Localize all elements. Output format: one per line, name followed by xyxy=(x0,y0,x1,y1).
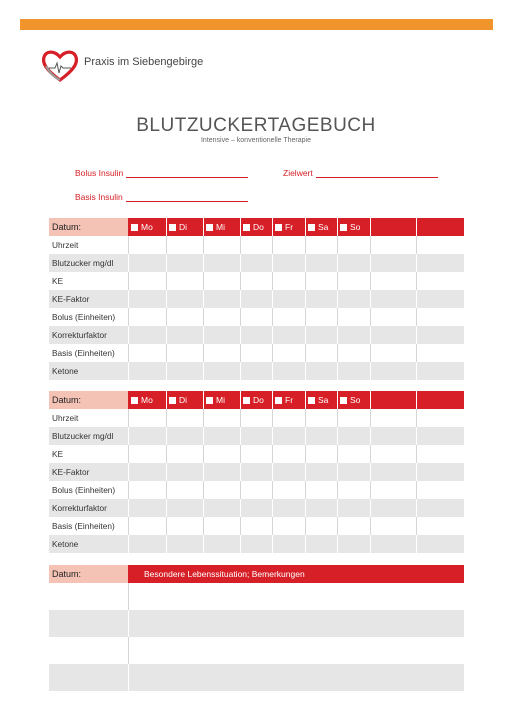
cell-divider xyxy=(305,481,306,499)
cell-divider xyxy=(203,481,204,499)
checkbox-square-icon[interactable] xyxy=(131,224,138,231)
cell-divider xyxy=(416,481,417,499)
cell-divider xyxy=(370,272,371,290)
table-row xyxy=(49,272,464,290)
notes-row[interactable] xyxy=(49,637,464,664)
cell-divider xyxy=(416,362,417,380)
cell-divider xyxy=(272,362,273,380)
day-checkbox-fr[interactable] xyxy=(272,391,293,409)
notes-heading: Besondere Lebenssituation; Bemerkungen xyxy=(128,565,464,583)
cell-divider xyxy=(416,236,417,254)
table-row xyxy=(49,326,464,344)
day-checkbox-do[interactable] xyxy=(240,218,264,236)
row-label: KE xyxy=(52,449,64,459)
day-label: Fr xyxy=(285,222,294,232)
header-divider xyxy=(416,391,417,409)
cell-divider xyxy=(305,272,306,290)
cell-divider xyxy=(370,409,371,427)
cell-divider xyxy=(240,499,241,517)
cell-divider xyxy=(128,254,129,272)
cell-divider xyxy=(128,535,129,553)
cell-divider xyxy=(240,362,241,380)
cell-divider xyxy=(203,362,204,380)
cell-divider xyxy=(272,326,273,344)
checkbox-square-icon[interactable] xyxy=(308,224,315,231)
cell-divider xyxy=(416,290,417,308)
day-checkbox-mi[interactable] xyxy=(203,218,225,236)
cell-divider xyxy=(370,308,371,326)
cell-divider xyxy=(370,254,371,272)
day-checkbox-mi[interactable] xyxy=(203,391,225,409)
table-row xyxy=(49,535,464,553)
cell-divider xyxy=(337,409,338,427)
day-label: Mo xyxy=(141,395,153,405)
basis-insulin-field[interactable] xyxy=(75,192,248,202)
cell-divider xyxy=(128,290,129,308)
table-header xyxy=(49,218,464,236)
notes-table xyxy=(49,565,464,691)
header-divider xyxy=(370,391,371,409)
header-divider xyxy=(370,218,371,236)
cell-divider xyxy=(337,445,338,463)
cell-divider xyxy=(416,409,417,427)
checkbox-square-icon[interactable] xyxy=(243,224,250,231)
checkbox-square-icon[interactable] xyxy=(169,224,176,231)
row-label: Bolus (Einheiten) xyxy=(52,312,116,322)
cell-divider xyxy=(166,535,167,553)
cell-divider xyxy=(305,362,306,380)
cell-divider xyxy=(166,362,167,380)
cell-divider xyxy=(305,308,306,326)
glucose-table-week-1 xyxy=(49,218,464,380)
cell-divider xyxy=(240,272,241,290)
day-label: Fr xyxy=(285,395,294,405)
cell-divider xyxy=(370,362,371,380)
header-divider xyxy=(305,218,306,236)
cell-divider xyxy=(128,427,129,445)
cell-divider xyxy=(337,344,338,362)
practice-name: Praxis im Siebengebirge xyxy=(84,56,204,68)
cell-divider xyxy=(370,326,371,344)
row-label: Basis (Einheiten) xyxy=(52,521,115,531)
cell-divider xyxy=(370,290,371,308)
table-row xyxy=(49,463,464,481)
row-label: KE-Faktor xyxy=(52,467,90,477)
cell-divider xyxy=(240,535,241,553)
cell-divider xyxy=(272,481,273,499)
cell-divider xyxy=(128,499,129,517)
cell-divider xyxy=(166,236,167,254)
header-divider xyxy=(166,218,167,236)
cell-divider xyxy=(128,481,129,499)
cell-divider xyxy=(128,344,129,362)
day-checkbox-so[interactable] xyxy=(337,218,360,236)
cell-divider xyxy=(305,409,306,427)
checkbox-square-icon[interactable] xyxy=(206,397,213,404)
header-divider xyxy=(240,218,241,236)
table-row xyxy=(49,481,464,499)
cell-divider xyxy=(128,409,129,427)
day-checkbox-fr[interactable] xyxy=(272,218,293,236)
cell-divider xyxy=(337,308,338,326)
cell-divider xyxy=(337,463,338,481)
cell-divider xyxy=(272,445,273,463)
zielwert-label: Zielwert xyxy=(283,168,313,178)
cell-divider xyxy=(416,535,417,553)
day-checkbox-sa[interactable] xyxy=(305,391,328,409)
cell-divider xyxy=(240,254,241,272)
cell-divider xyxy=(203,517,204,535)
header-divider xyxy=(337,391,338,409)
cell-divider xyxy=(203,290,204,308)
cell-divider xyxy=(128,272,129,290)
cell-divider xyxy=(370,535,371,553)
header-divider xyxy=(272,391,273,409)
cell-divider xyxy=(166,272,167,290)
notes-row[interactable] xyxy=(49,583,464,610)
cell-divider xyxy=(337,326,338,344)
cell-divider xyxy=(166,409,167,427)
glucose-table-week-2 xyxy=(49,391,464,553)
cell-divider xyxy=(240,463,241,481)
cell-divider xyxy=(166,517,167,535)
table-row xyxy=(49,517,464,535)
cell-divider xyxy=(272,499,273,517)
row-label: Blutzucker mg/dl xyxy=(52,431,114,441)
checkbox-square-icon[interactable] xyxy=(169,397,176,404)
day-checkbox-do[interactable] xyxy=(240,391,264,409)
day-checkbox-so[interactable] xyxy=(337,391,360,409)
table-header xyxy=(49,391,464,409)
cell-divider xyxy=(337,272,338,290)
cell-divider xyxy=(305,499,306,517)
cell-divider xyxy=(416,272,417,290)
cell-divider xyxy=(203,499,204,517)
header-divider xyxy=(416,218,417,236)
cell-divider xyxy=(128,362,129,380)
cell-divider xyxy=(128,308,129,326)
cell-divider xyxy=(128,463,129,481)
cell-divider xyxy=(305,344,306,362)
cell-divider xyxy=(416,445,417,463)
cell-divider xyxy=(166,427,167,445)
cell-divider xyxy=(370,344,371,362)
cell-divider xyxy=(203,254,204,272)
day-label: So xyxy=(350,222,361,232)
cell-divider xyxy=(272,308,273,326)
cell-divider xyxy=(240,290,241,308)
header-divider xyxy=(272,218,273,236)
day-label: Sa xyxy=(318,222,329,232)
cell-divider xyxy=(272,427,273,445)
cell-divider xyxy=(240,236,241,254)
day-label: Do xyxy=(253,395,264,405)
row-label: Korrekturfaktor xyxy=(52,503,107,513)
header-divider xyxy=(203,218,204,236)
day-label: Di xyxy=(179,222,188,232)
cell-divider xyxy=(337,362,338,380)
cell-divider xyxy=(305,535,306,553)
table-row xyxy=(49,362,464,380)
checkbox-square-icon[interactable] xyxy=(275,224,282,231)
day-checkbox-mo[interactable] xyxy=(128,391,153,409)
row-label: Bolus (Einheiten) xyxy=(52,485,116,495)
day-checkbox-di[interactable] xyxy=(166,391,187,409)
row-label: Korrekturfaktor xyxy=(52,330,107,340)
table-row xyxy=(49,445,464,463)
cell-divider xyxy=(128,445,129,463)
cell-divider xyxy=(305,427,306,445)
checkbox-square-icon[interactable] xyxy=(131,397,138,404)
cell-divider xyxy=(203,344,204,362)
cell-divider xyxy=(337,236,338,254)
day-checkbox-di[interactable] xyxy=(166,218,187,236)
day-label: Do xyxy=(253,222,264,232)
cell-divider xyxy=(337,254,338,272)
cell-divider xyxy=(272,409,273,427)
day-checkbox-sa[interactable] xyxy=(305,218,328,236)
cell-divider xyxy=(203,535,204,553)
cell-divider xyxy=(272,272,273,290)
cell-divider xyxy=(337,535,338,553)
day-label: Sa xyxy=(318,395,329,405)
checkbox-square-icon[interactable] xyxy=(275,397,282,404)
cell-divider xyxy=(272,236,273,254)
day-label: Mi xyxy=(216,395,225,405)
day-label: Mi xyxy=(216,222,225,232)
cell-divider xyxy=(416,499,417,517)
basis-insulin-line[interactable] xyxy=(126,192,248,202)
cell-divider xyxy=(416,427,417,445)
day-label: Di xyxy=(179,395,188,405)
cell-divider xyxy=(370,499,371,517)
cell-divider xyxy=(272,463,273,481)
cell-divider xyxy=(240,326,241,344)
table-row xyxy=(49,308,464,326)
notes-row[interactable] xyxy=(49,664,464,691)
basis-insulin-label: Basis Insulin xyxy=(75,192,123,202)
cell-divider xyxy=(272,517,273,535)
zielwert-field[interactable] xyxy=(283,168,438,178)
cell-divider xyxy=(166,481,167,499)
cell-divider xyxy=(305,254,306,272)
cell-divider xyxy=(337,427,338,445)
cell-divider xyxy=(416,254,417,272)
header-divider xyxy=(337,218,338,236)
cell-divider xyxy=(203,308,204,326)
bolus-insulin-line[interactable] xyxy=(126,168,248,178)
notes-row[interactable] xyxy=(49,610,464,637)
bolus-insulin-field[interactable] xyxy=(75,168,248,178)
table-row xyxy=(49,344,464,362)
checkbox-square-icon[interactable] xyxy=(206,224,213,231)
row-label: Uhrzeit xyxy=(52,240,79,250)
row-label: KE-Faktor xyxy=(52,294,90,304)
page-subtitle: Intensive – konventionelle Therapie xyxy=(200,137,311,144)
datum-label[interactable]: Datum: xyxy=(49,391,128,409)
day-label: So xyxy=(350,395,361,405)
row-label: KE xyxy=(52,276,64,286)
cell-divider xyxy=(305,445,306,463)
row-label: Ketone xyxy=(52,539,79,549)
cell-divider xyxy=(416,517,417,535)
cell-divider xyxy=(305,290,306,308)
header-divider xyxy=(240,391,241,409)
row-label: Basis (Einheiten) xyxy=(52,348,115,358)
header-divider xyxy=(166,391,167,409)
cell-divider xyxy=(166,290,167,308)
cell-divider xyxy=(370,481,371,499)
table-row xyxy=(49,236,464,254)
cell-divider xyxy=(203,427,204,445)
table-row xyxy=(49,409,464,427)
top-accent-bar xyxy=(20,19,493,30)
cell-divider xyxy=(416,344,417,362)
page-title: BLUTZUCKERTAGEBUCH xyxy=(136,115,376,136)
cell-divider xyxy=(203,463,204,481)
cell-divider xyxy=(166,463,167,481)
cell-divider xyxy=(240,308,241,326)
checkbox-square-icon[interactable] xyxy=(243,397,250,404)
day-label: Mo xyxy=(141,222,153,232)
cell-divider xyxy=(416,326,417,344)
cell-divider xyxy=(272,290,273,308)
header-divider xyxy=(305,391,306,409)
cell-divider xyxy=(128,517,129,535)
cell-divider xyxy=(370,445,371,463)
checkbox-square-icon[interactable] xyxy=(340,224,347,231)
notes-header xyxy=(49,565,464,583)
row-label: Uhrzeit xyxy=(52,413,79,423)
cell-divider xyxy=(370,236,371,254)
cell-divider xyxy=(203,409,204,427)
table-row xyxy=(49,499,464,517)
cell-divider xyxy=(203,445,204,463)
cell-divider xyxy=(166,344,167,362)
zielwert-line[interactable] xyxy=(316,168,438,178)
cell-divider xyxy=(370,427,371,445)
cell-divider xyxy=(240,481,241,499)
header-divider xyxy=(203,391,204,409)
cell-divider xyxy=(305,326,306,344)
bolus-insulin-label: Bolus Insulin xyxy=(75,168,124,178)
cell-divider xyxy=(272,344,273,362)
cell-divider xyxy=(240,427,241,445)
cell-divider xyxy=(337,517,338,535)
cell-divider xyxy=(272,254,273,272)
cell-divider xyxy=(416,463,417,481)
cell-divider xyxy=(203,326,204,344)
cell-divider xyxy=(203,272,204,290)
cell-divider xyxy=(128,326,129,344)
cell-divider xyxy=(337,499,338,517)
checkbox-square-icon[interactable] xyxy=(308,397,315,404)
cell-divider xyxy=(337,290,338,308)
cell-divider xyxy=(305,236,306,254)
cell-divider xyxy=(272,535,273,553)
checkbox-square-icon[interactable] xyxy=(340,397,347,404)
cell-divider xyxy=(240,409,241,427)
table-row xyxy=(49,254,464,272)
table-row xyxy=(49,427,464,445)
notes-datum-label[interactable]: Datum: xyxy=(49,565,128,583)
cell-divider xyxy=(337,481,338,499)
cell-divider xyxy=(128,236,129,254)
cell-divider xyxy=(305,517,306,535)
cell-divider xyxy=(166,254,167,272)
cell-divider xyxy=(240,517,241,535)
row-label: Blutzucker mg/dl xyxy=(52,258,114,268)
cell-divider xyxy=(166,445,167,463)
cell-divider xyxy=(305,463,306,481)
cell-divider xyxy=(370,517,371,535)
cell-divider xyxy=(166,308,167,326)
day-checkbox-mo[interactable] xyxy=(128,218,153,236)
datum-label[interactable]: Datum: xyxy=(49,218,128,236)
cell-divider xyxy=(370,463,371,481)
row-label: Ketone xyxy=(52,366,79,376)
cell-divider xyxy=(240,344,241,362)
cell-divider xyxy=(416,308,417,326)
table-row xyxy=(49,290,464,308)
heart-logo-icon xyxy=(40,46,80,84)
cell-divider xyxy=(240,445,241,463)
cell-divider xyxy=(203,236,204,254)
cell-divider xyxy=(166,326,167,344)
cell-divider xyxy=(166,499,167,517)
